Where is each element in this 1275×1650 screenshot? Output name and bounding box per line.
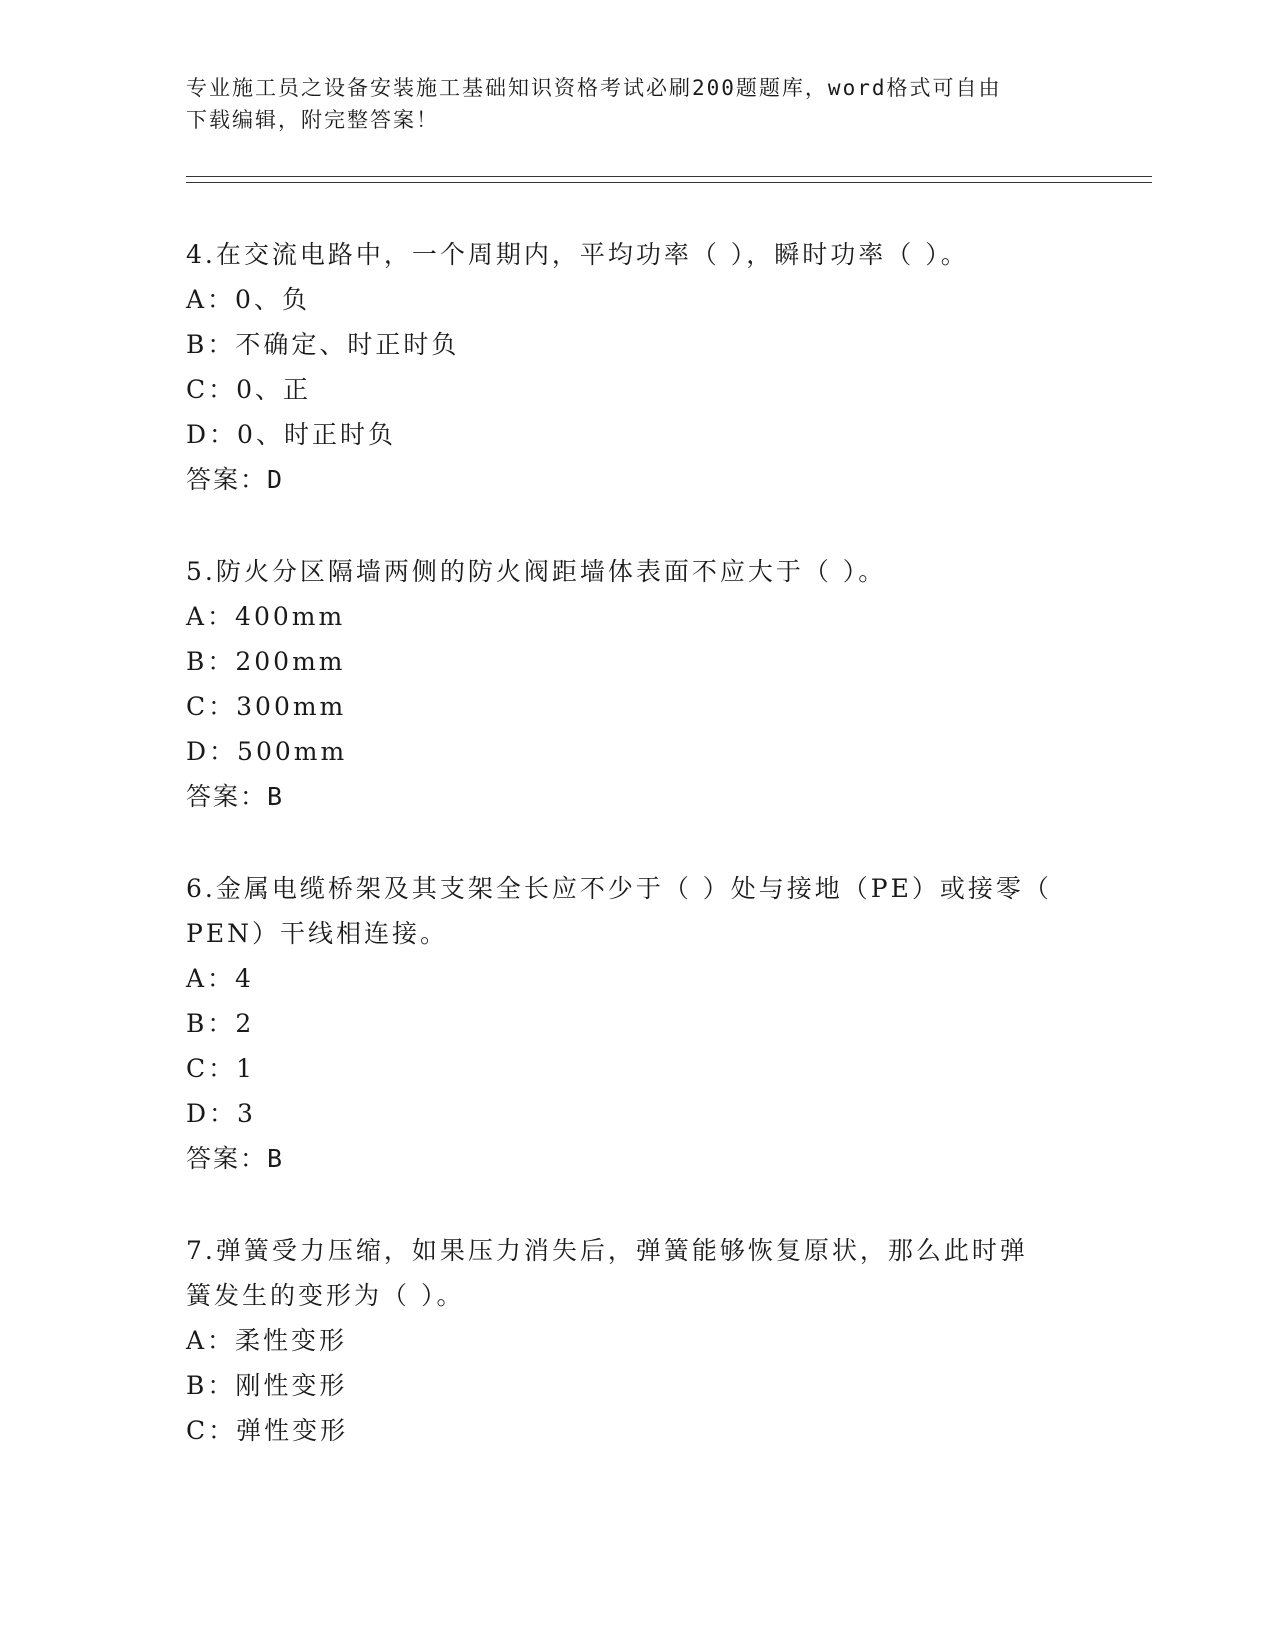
header-line-2: 下载编辑，附完整答案！: [186, 108, 439, 132]
option-d: D：0、时正时负: [186, 420, 396, 449]
question-text-continued: 簧发生的变形为（ ）。: [186, 1281, 465, 1310]
answer-text: 答案：D: [186, 465, 285, 494]
document-header: [186, 72, 1066, 136]
option-b: B：200mm: [186, 647, 346, 676]
header-divider-top: [186, 176, 1152, 177]
option-c: C：300mm: [186, 692, 347, 721]
option-a: A：4: [186, 964, 254, 993]
question-5: [186, 549, 1086, 819]
option-c: C：弹性变形: [186, 1416, 349, 1445]
question-list: [186, 232, 1086, 1453]
question-spacer: [186, 1181, 1086, 1228]
question-spacer: [186, 502, 1086, 549]
option-d: D：500mm: [186, 737, 348, 766]
question-7: [186, 1228, 1086, 1453]
answer-text: 答案：B: [186, 1144, 285, 1173]
option-a: A：400mm: [186, 602, 346, 631]
header-divider-bottom: [186, 182, 1152, 183]
option-c: C：1: [186, 1054, 256, 1083]
question-text: 7.弹簧受力压缩，如果压力消失后，弹簧能够恢复原状，那么此时弹: [186, 1236, 1028, 1265]
option-c: C：0、正: [186, 375, 312, 404]
option-a: A：柔性变形: [186, 1326, 348, 1355]
answer-text: 答案：B: [186, 782, 285, 811]
question-spacer: [186, 819, 1086, 866]
option-b: B：刚性变形: [186, 1371, 348, 1400]
question-text-continued: PEN）干线相连接。: [186, 919, 448, 948]
question-text: 6.金属电缆桥架及其支架全长应不少于（ ）处与接地（PE）或接零（: [186, 874, 1052, 903]
option-a: A：0、负: [186, 285, 310, 314]
header-line-1: 专业施工员之设备安装施工基础知识资格考试必刷200题题库，word格式可自由: [186, 76, 1002, 100]
question-4: [186, 232, 1086, 502]
option-d: D：3: [186, 1099, 256, 1128]
question-text: 5.防火分区隔墙两侧的防火阀距墙体表面不应大于（ ）。: [186, 557, 887, 586]
question-text: 4.在交流电路中，一个周期内，平均功率（ ），瞬时功率（ ）。: [186, 240, 969, 269]
question-6: [186, 866, 1086, 1181]
option-b: B：2: [186, 1009, 255, 1038]
option-b: B：不确定、时正时负: [186, 330, 460, 359]
